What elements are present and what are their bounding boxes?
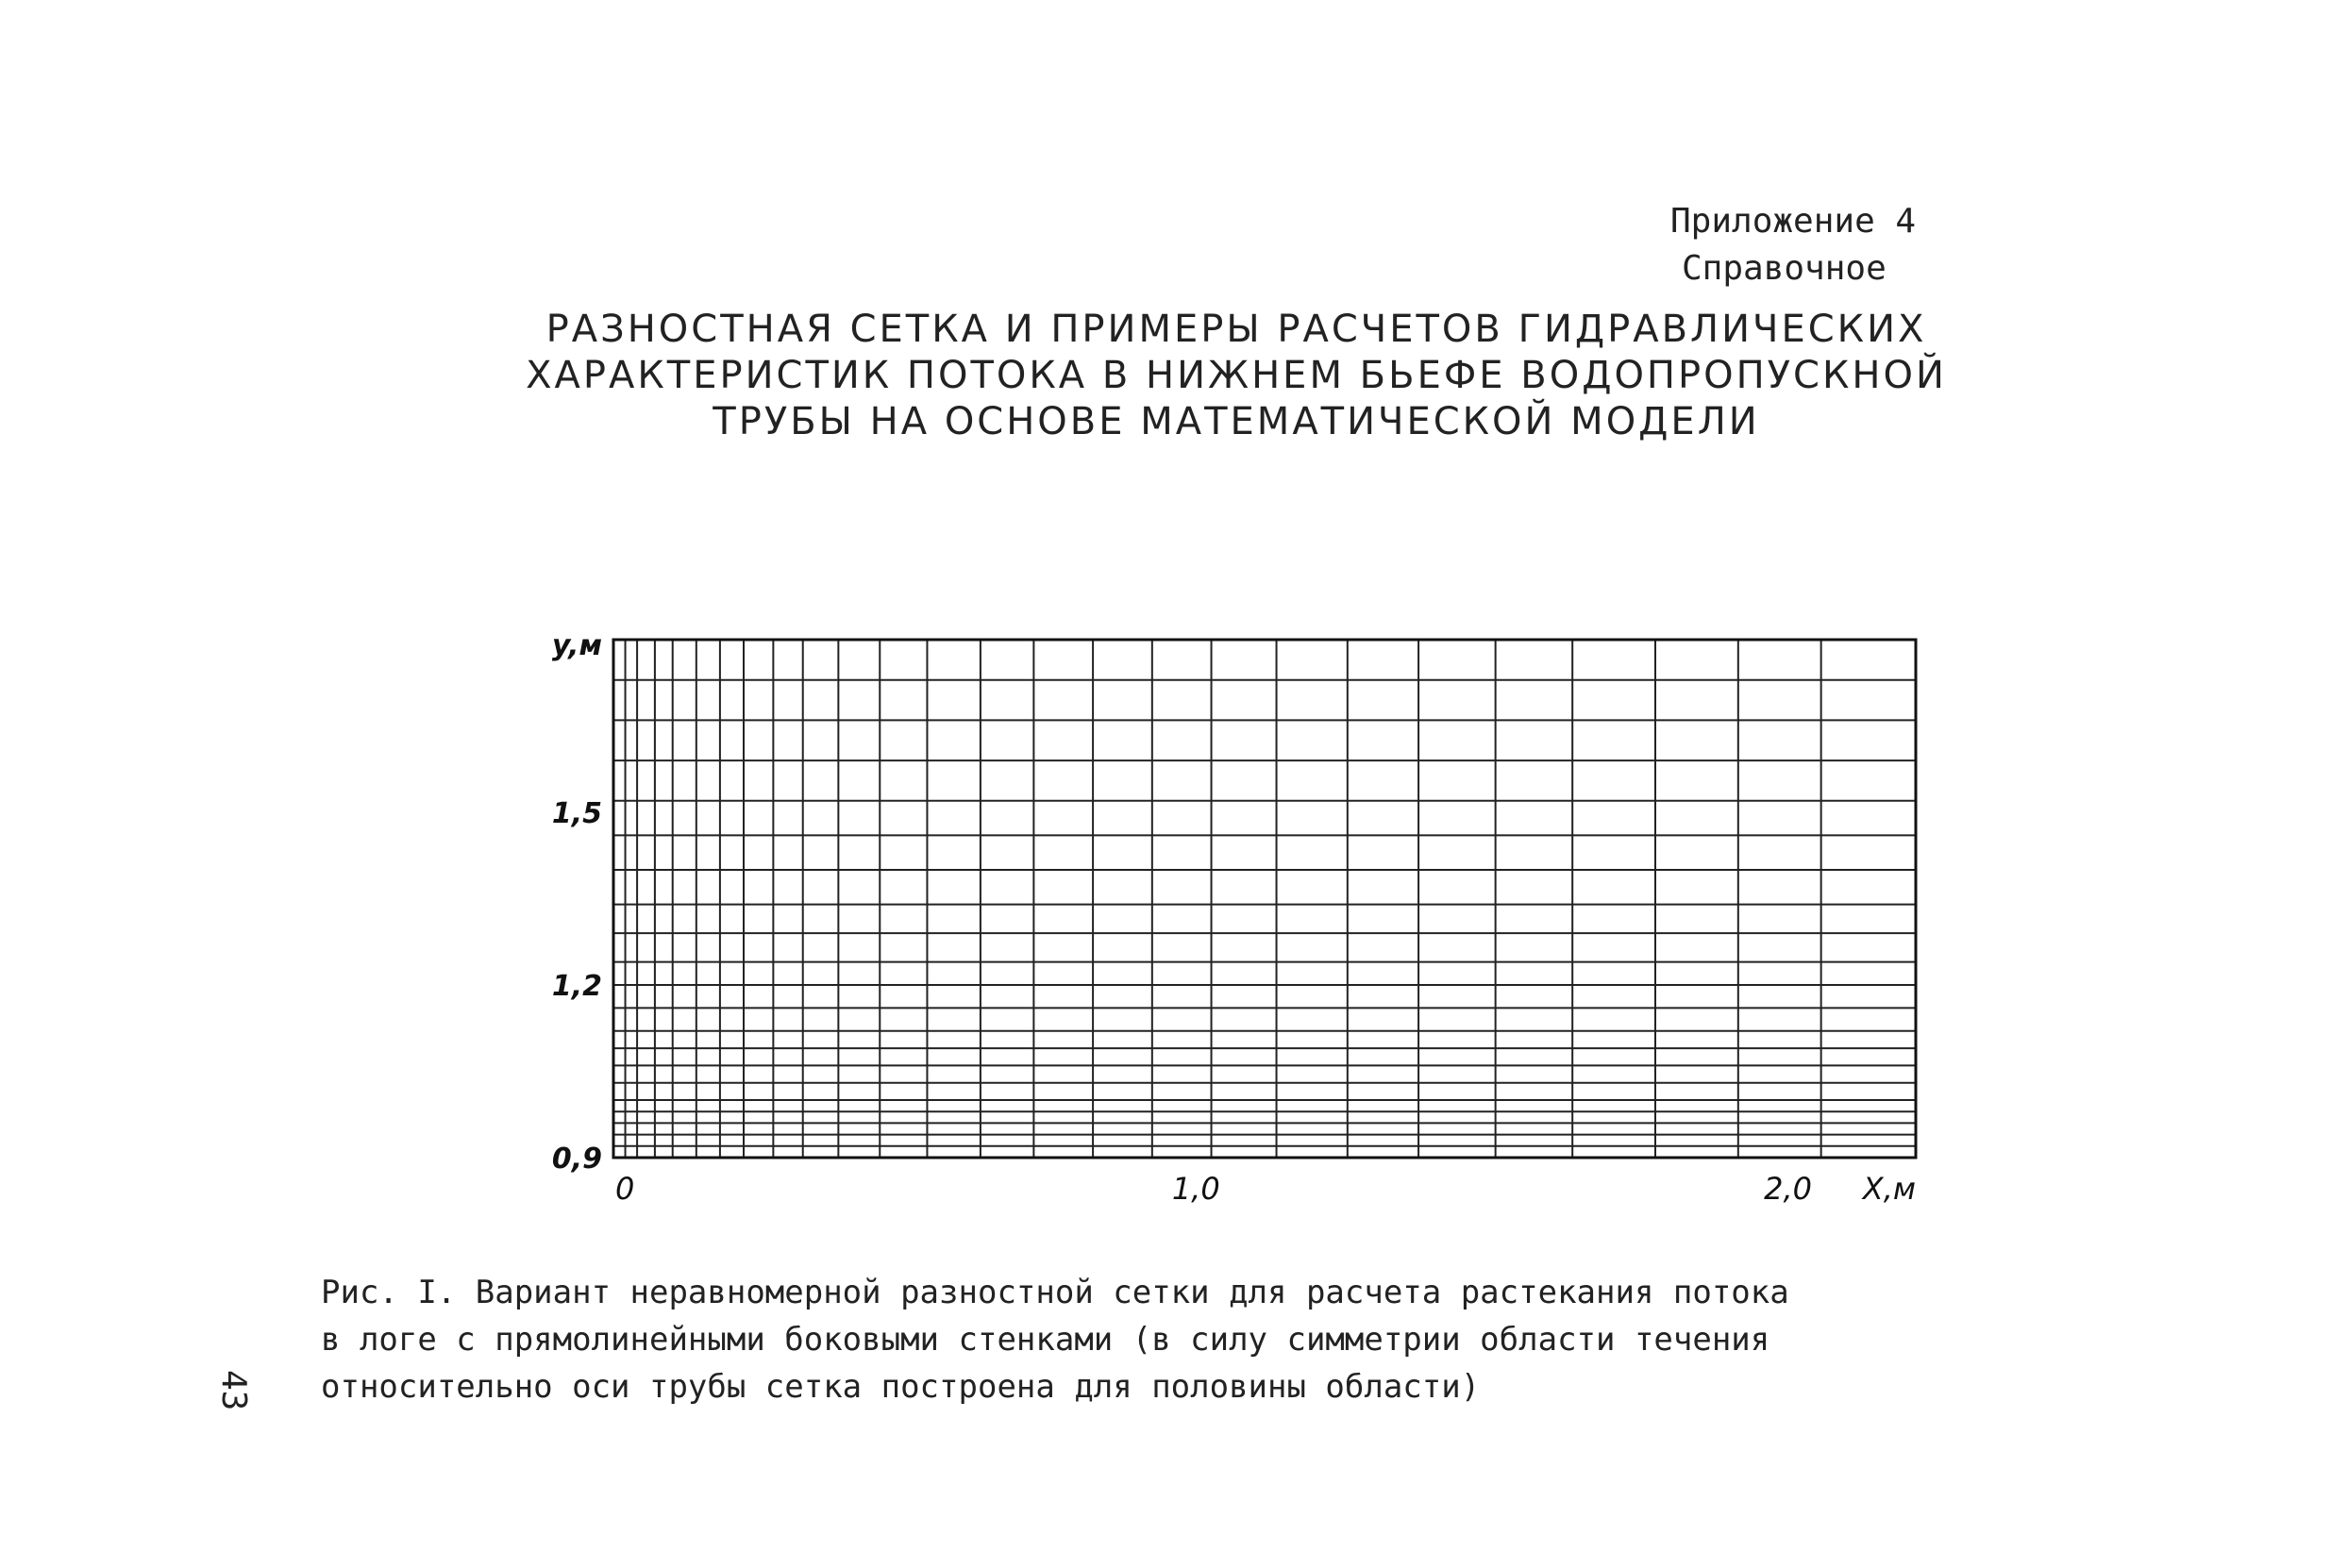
y-tick-label: 0,9	[551, 1143, 602, 1176]
y-axis-label: y,м	[551, 629, 602, 662]
y-tick-label: 1,2	[551, 970, 602, 1003]
figure-caption	[321, 1269, 2114, 1410]
x-tick-label: 2,0	[1764, 1171, 1812, 1207]
grid-lines	[613, 640, 1916, 1158]
caption-line-2: в логе с прямолинейными боковыми стенками (в силу симметрии области течения	[321, 1321, 1770, 1359]
x-tick-label: 0	[615, 1171, 635, 1207]
title-line-3: ТРУБЫ НА ОСНОВЕ МАТЕМАТИЧЕСКОЙ МОДЕЛИ	[713, 400, 1760, 443]
appendix-number: Приложение 4	[1670, 202, 1917, 241]
x-tick-label: 1,0	[1171, 1171, 1220, 1207]
title-line-2: ХАРАКТЕРИСТИК ПОТОКА В НИЖНЕМ БЬЕФЕ ВОДОПРОПУСКНОЙ	[526, 354, 1947, 397]
caption-line-1: Рис. I. Вариант неравномерной разностной сетки для расчета растекания потока	[321, 1274, 1789, 1311]
appendix-header	[1670, 198, 2038, 292]
grid-frame	[613, 640, 1916, 1158]
x-axis-label: X,м	[1862, 1171, 1916, 1207]
title-line-1: РАЗНОСТНАЯ СЕТКА И ПРИМЕРЫ РАСЧЕТОВ ГИДРАВЛИЧЕСКИХ	[545, 308, 1927, 351]
appendix-type: Справочное	[1682, 249, 1887, 288]
document-title	[434, 307, 2038, 445]
page-number: 43	[214, 1370, 253, 1411]
caption-line-3: относительно оси трубы сетка построена для половины области)	[321, 1368, 1481, 1406]
y-tick-label: 1,5	[551, 797, 602, 830]
